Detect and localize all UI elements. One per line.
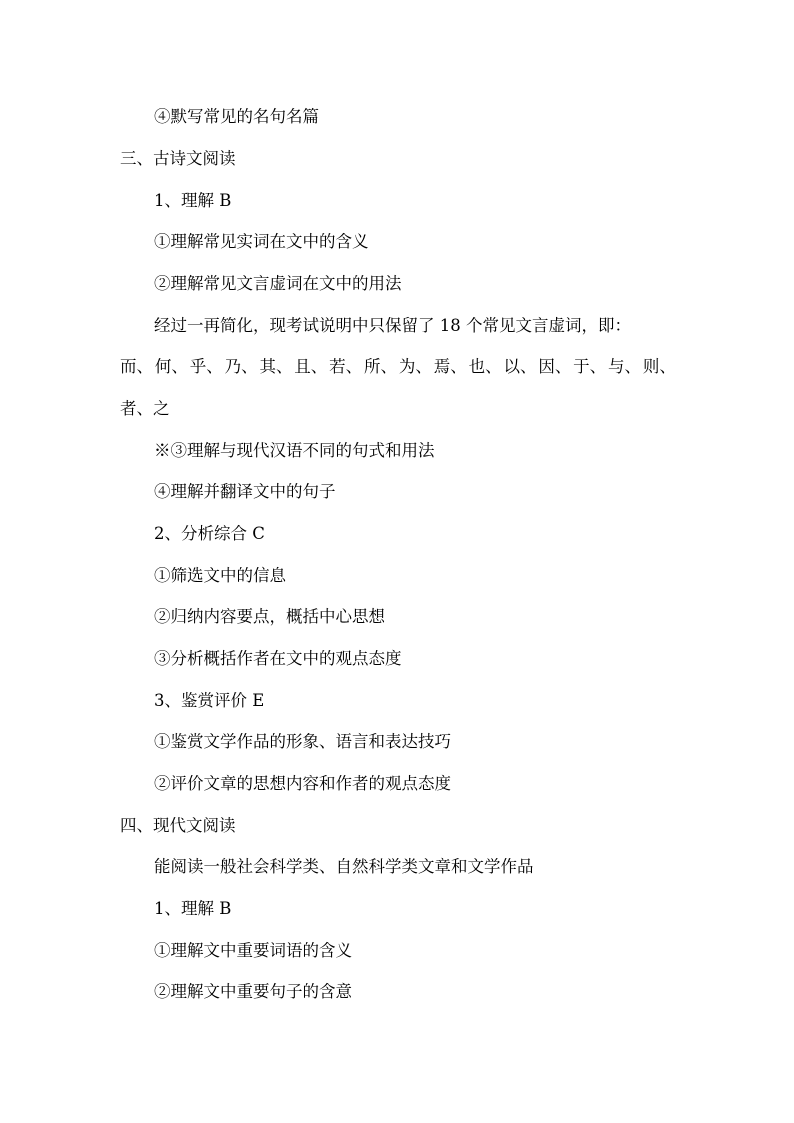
list-item: ②理解常见文言虚词在文中的用法: [154, 274, 402, 293]
justified-chunk: 于、: [573, 357, 607, 376]
paragraph-line: 能阅读一般社会科学类、自然科学类文章和文学作品: [154, 857, 534, 876]
justified-chunk: 其、: [259, 357, 293, 376]
subsection-heading: 2、分析综合 C: [154, 524, 265, 543]
list-item: ④默写常见的名句名篇: [154, 107, 319, 126]
justified-chunk: 为、: [398, 357, 432, 376]
justified-chunk: 且、: [294, 357, 328, 376]
justified-chunk: 也、: [468, 357, 502, 376]
list-item: ①理解文中重要词语的含义: [154, 941, 352, 960]
justified-chunk: 因、: [538, 357, 572, 376]
justified-chunk: 乃、: [224, 357, 258, 376]
section-heading: 三、古诗文阅读: [120, 149, 236, 168]
list-item: ②理解文中重要句子的含意: [154, 982, 352, 1001]
list-item: ①筛选文中的信息: [154, 566, 286, 585]
justified-chunk: 与、: [608, 357, 642, 376]
paragraph-line: [120, 356, 676, 378]
justified-chunk: 以、: [503, 357, 537, 376]
paragraph-line: 者、之: [120, 399, 170, 418]
subsection-heading: 1、理解 B: [154, 191, 232, 210]
list-item: ③分析概括作者在文中的观点态度: [154, 649, 402, 668]
paragraph-line: 经过一再简化，现考试说明中只保留了 18 个常见文言虚词，即：: [154, 316, 631, 335]
subsection-heading: 1、理解 B: [154, 899, 232, 918]
list-item: ②归纳内容要点，概括中心思想: [154, 607, 385, 626]
justified-chunk: 乎、: [189, 357, 223, 376]
justified-chunk: 所、: [364, 357, 398, 376]
list-item: ②评价文章的思想内容和作者的观点态度: [154, 774, 451, 793]
justified-chunk: 何、: [154, 357, 188, 376]
section-heading: 四、现代文阅读: [120, 816, 236, 835]
justified-chunk: 则、: [642, 357, 676, 376]
list-item: ①鉴赏文学作品的形象、语言和表达技巧: [154, 732, 451, 751]
list-item: ※③理解与现代汉语不同的句式和用法: [154, 441, 435, 460]
list-item: ④理解并翻译文中的句子: [154, 482, 336, 501]
justified-chunk: 而、: [120, 357, 153, 376]
justified-chunk: 若、: [329, 357, 363, 376]
list-item: ①理解常见实词在文中的含义: [154, 232, 369, 251]
justified-chunk: 焉、: [433, 357, 467, 376]
subsection-heading: 3、鉴赏评价 E: [154, 691, 265, 710]
